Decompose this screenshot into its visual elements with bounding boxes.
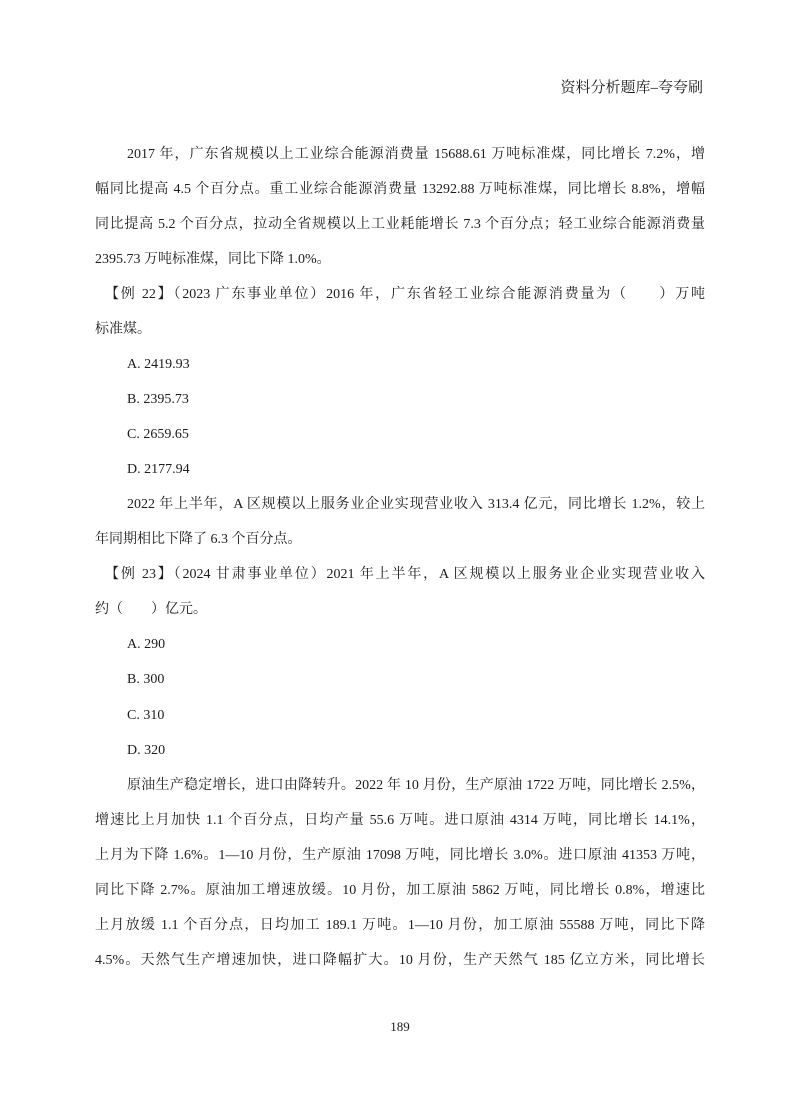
passage-line: 4.5%。天然气生产增速加快，进口降幅扩大。10 月份，生产天然气 185 亿立方米，同比增长 xyxy=(95,952,705,968)
question-stem-line: 【例 23】（2024 甘肃事业单位）2021 年上半年，A 区规模以上服务业企业实现营业收入 xyxy=(105,567,705,583)
passage-line: 同比下降 2.7%。原油加工增速放缓。10 月份，加工原油 5862 万吨，同比增长 0.8%，增速比 xyxy=(95,882,705,898)
passage-line: 2022 年上半年，A 区规模以上服务业企业实现营业收入 313.4 亿元，同比增长 1.2%，较上 xyxy=(127,497,705,513)
option-c: C. 2659.65 xyxy=(127,427,189,443)
page-number: 189 xyxy=(390,1019,410,1034)
option-c: C. 310 xyxy=(127,707,165,723)
passage-3 xyxy=(95,768,705,978)
question-22 xyxy=(95,277,705,487)
option-d: D. 320 xyxy=(127,742,166,758)
question-stem-line: 标准煤。 xyxy=(95,322,151,338)
question-stem-line: 约（ ）亿元。 xyxy=(95,602,207,618)
passage-1 xyxy=(95,137,705,277)
option-b: B. 300 xyxy=(127,672,165,688)
passage-line: 上月为下降 1.6%。1—10 月份，生产原油 17098 万吨，同比增长 3.0%。进口原油 41353 万吨， xyxy=(95,847,705,863)
option-d: D. 2177.94 xyxy=(127,462,190,478)
passage-line: 上月放缓 1.1 个百分点，日均加工 189.1 万吨。1—10 月份，加工原油 55588 万吨，同比下降 xyxy=(95,917,705,933)
passage-line: 2017 年，广东省规模以上工业综合能源消费量 15688.61 万吨标准煤，同比增长 7.2%，增 xyxy=(127,147,705,162)
option-a: A. 290 xyxy=(127,637,166,653)
passage-line: 同比提高 5.2 个百分点，拉动全省规模以上工业耗能增长 7.3 个百分点；轻工业综合能源消费量 xyxy=(95,217,705,233)
question-23 xyxy=(95,557,705,767)
option-a: A. 2419.93 xyxy=(127,357,190,373)
question-stem-line: 【例 22】（2023 广东事业单位）2016 年，广东省轻工业综合能源消费量为（ ）万吨 xyxy=(105,287,705,303)
passage-line: 2395.73 万吨标准煤，同比下降 1.0%。 xyxy=(95,252,331,268)
passage-line: 幅同比提高 4.5 个百分点。重工业综合能源消费量 13292.88 万吨标准煤，同比增长 8.8%，增幅 xyxy=(95,182,705,198)
page-header-title: 资料分析题库–夸夸刷 xyxy=(560,80,703,96)
option-b: B. 2395.73 xyxy=(127,392,189,408)
passage-line: 增速比上月加快 1.1 个百分点，日均产量 55.6 万吨。进口原油 4314 万吨，同比增长 14.1%， xyxy=(95,812,705,828)
passage-line: 年同期相比下降了 6.3 个百分点。 xyxy=(95,532,302,548)
page-content xyxy=(95,137,705,978)
passage-line: 原油生产稳定增长，进口由降转升。2022 年 10 月份，生产原油 1722 万吨，同比增长 2.5%， xyxy=(127,777,705,793)
passage-2 xyxy=(95,487,705,557)
